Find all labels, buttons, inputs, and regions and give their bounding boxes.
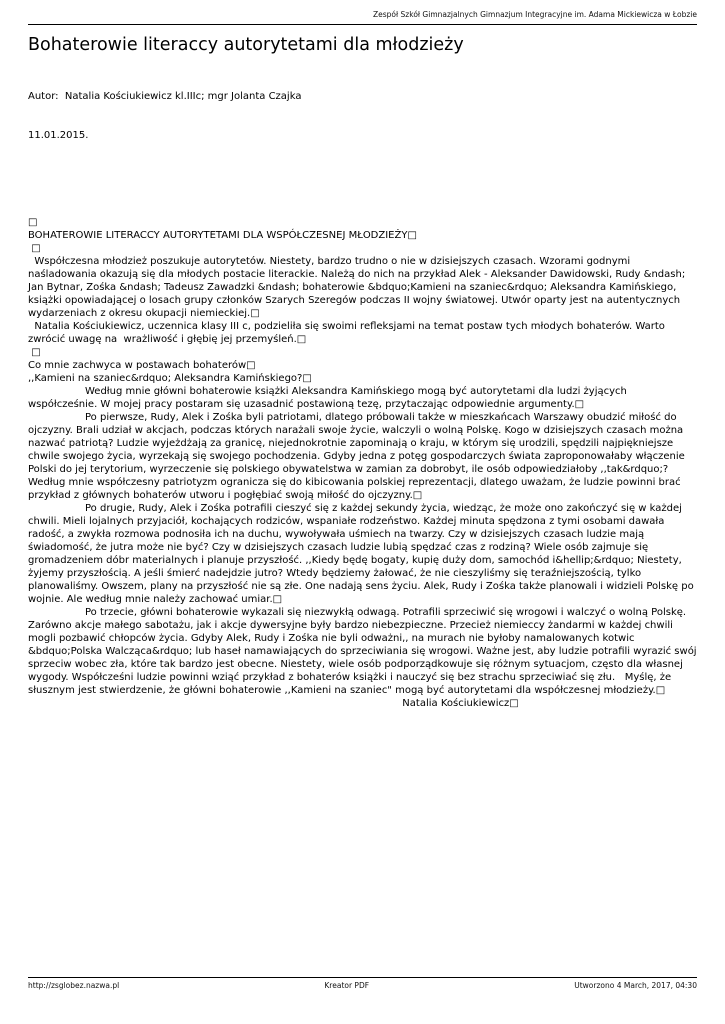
essay-subheading: ,,Kamieni na szaniec&rdquo; Aleksandra Kamińskiego?□	[28, 373, 312, 384]
footer-created: Utworzono 4 March, 2017, 04:30	[574, 981, 697, 990]
page-header	[28, 0, 697, 20]
paragraph: Współczesna młodzież poszukuje autorytetów. Niestety, bardzo trudno o nie w dzisiejszych czasach. Wzorami godnymi naśladowania okazują się dla młodych postacie literackie. Należą do nich na przykład Alek - Aleksander Dawidowski, Rudy &ndash; Jan Bytnar, Zośka &ndash; Tadeusz Zawadzki &ndash; bohaterowie &bdquo;Kamieni na szaniec&rdquo; Aleksandra Kamińskiego, książki opowiadającej o losach grupy członków Szarych Szeregów podczas II wojny światowej. Utwór oparty jest na autentycznych wydarzeniach z okresu okupacji niemieckiej.□	[28, 256, 689, 319]
date-line: 11.01.2015.	[28, 130, 89, 141]
signature: Natalia Kościukiewicz□	[402, 698, 519, 709]
essay-subheading: Co mnie zachwyca w postawach bohaterów□	[28, 360, 256, 371]
placeholder-glyph: □	[28, 347, 41, 358]
footer-url: http://zsglobez.nazwa.pl	[28, 981, 120, 990]
placeholder-glyph: □	[28, 243, 41, 254]
header-divider	[28, 24, 697, 25]
paragraph: Po pierwsze, Rudy, Alek i Zośka byli patriotami, dlatego próbowali także w mieszkańcach Warszawy obudzić miłość do ojczyzny. Brali udział w akcjach, podczas których narażali swoje życie, walczyli o wolną Polskę. Kogo w dzisiejszych czasach można nazwać patriotą? Ludzie wyjeżdżają za granicę, niejednokrotnie zapominają o kraju, w którym się urodzili, spędzili najpiękniejsze chwile swojego życia, wyrzekają się swojego pochodzenia. Gdyby jedna z potęg gospodarczych świata zaproponowałaby włączenie Polski do jej terytorium, wyrzeczenie się polskiego obywatelstwa w zamian za dobrobyt, ile osób odpowiedziałoby ,,tak&rdquo;? Według mnie współczesny patriotyzm ogranicza się do kibicowania polskiej reprezentacji, dlatego uważam, że ludzie powinni brać przykład z głównych bohaterów utworu i pogłębiać swoją miłość do ojczyzny.□	[28, 412, 688, 501]
document-meta	[28, 64, 697, 168]
footer-divider	[28, 977, 697, 978]
paragraph: Natalia Kościukiewicz, uczennica klasy III c, podzieliła się swoimi refleksjami na temat postaw tych młodych bohaterów. Warto zwrócić uwagę na wrażliwość i głębię jej przemyśleń.□	[28, 321, 669, 345]
essay-heading: BOHATEROWIE LITERACCY AUTORYTETAMI DLA WSPÓŁCZESNEJ MŁODZIEŻY□	[28, 230, 417, 241]
paragraph: Po drugie, Rudy, Alek i Zośka potrafili cieszyć się z każdej sekundy życia, wiedząc, że może ono zakończyć się w każdej chwili. Mieli lojalnych przyjaciół, kochających rodziców, wspaniałe rodzeństwo. Każdej minuta spędzona z tymi osobami dawała radość, a zwykła rozmowa podnosiła ich na duchu, wywoływała uśmiech na twarzy. Czy w dzisiejszych czasach ludzie mają świadomość, że jutra może nie być? Czy w dzisiejszych czasach ludzie lubią spędzać czas z rodziną? Wiele osób zajmuje się gromadzeniem dóbr materialnych i planuje przyszłość. ,,Kiedy będę bogaty, kupię duży dom, samochód i&hellip;&rdquo; Niestety, żyjemy przyszłością. A jeśli śmierć nadejdzie jutro? Wtedy będziemy żałować, że nie cieszyliśmy się teraźniejszością, tylko planowaliśmy. Owszem, plany na przyszłość nie są złe. One nadają sens życiu. Alek, Rudy i Zośka także planowali i widzieli Polskę po wojnie. Ale według mnie należy zachować umiar.□	[28, 503, 697, 605]
placeholder-glyph: □	[28, 217, 38, 228]
footer-generator: Kreator PDF	[324, 981, 370, 990]
document-body	[28, 216, 700, 710]
page-title: Bohaterowie literaccy autorytetami dla młodzieży	[28, 35, 464, 55]
author-line: Autor: Natalia Kościukiewicz kl.IIIc; mgr Jolanta Czajka	[28, 91, 302, 102]
page-footer	[28, 981, 697, 991]
paragraph: Według mnie główni bohaterowie książki Aleksandra Kamińskiego mogą być autorytetami dla ludzi żyjących współcześnie. W mojej pracy postaram się uzasadnić postawioną tezę, przytaczając odpowiednie argumenty.□	[28, 386, 631, 410]
school-name: Zespół Szkół Gimnazjalnych Gimnazjum Integracyjne im. Adama Mickiewicza w Łobzie	[373, 10, 697, 19]
paragraph: Po trzecie, główni bohaterowie wykazali się niezwykłą odwagą. Potrafili sprzeciwić się wrogowi i walczyć o wolną Polskę. Zarówno akcje małego sabotażu, jak i akcje dywersyjne były bardzo niebezpieczne. Przecież niemieccy żandarmi w każdej chwili mogli pozbawić chłopców życia. Gdyby Alek, Rudy i Zośka nie byli odważni,, na murach nie byłoby namalowanych kotwic &bdquo;Polska Walcząca&rdquo; lub haseł namawiających do sprzeciwiania się wrogowi. Ważne jest, aby ludzie potrafili wyrazić swój sprzeciw wobec zła, które tak bardzo jest obecne. Niestety, wiele osób podporządkowuje się różnym sytuacjom, często dla własnej wygody. Współcześni ludzie powinni wziąć przykład z bohaterów książki i nauczyć się bez strachu sprzeciwiać się złu. Myślę, że słusznym jest stwierdzenie, że główni bohaterowie ,,Kamieni na szaniec" mogą być autorytetami dla współczesnej młodzieży.□	[28, 607, 700, 696]
